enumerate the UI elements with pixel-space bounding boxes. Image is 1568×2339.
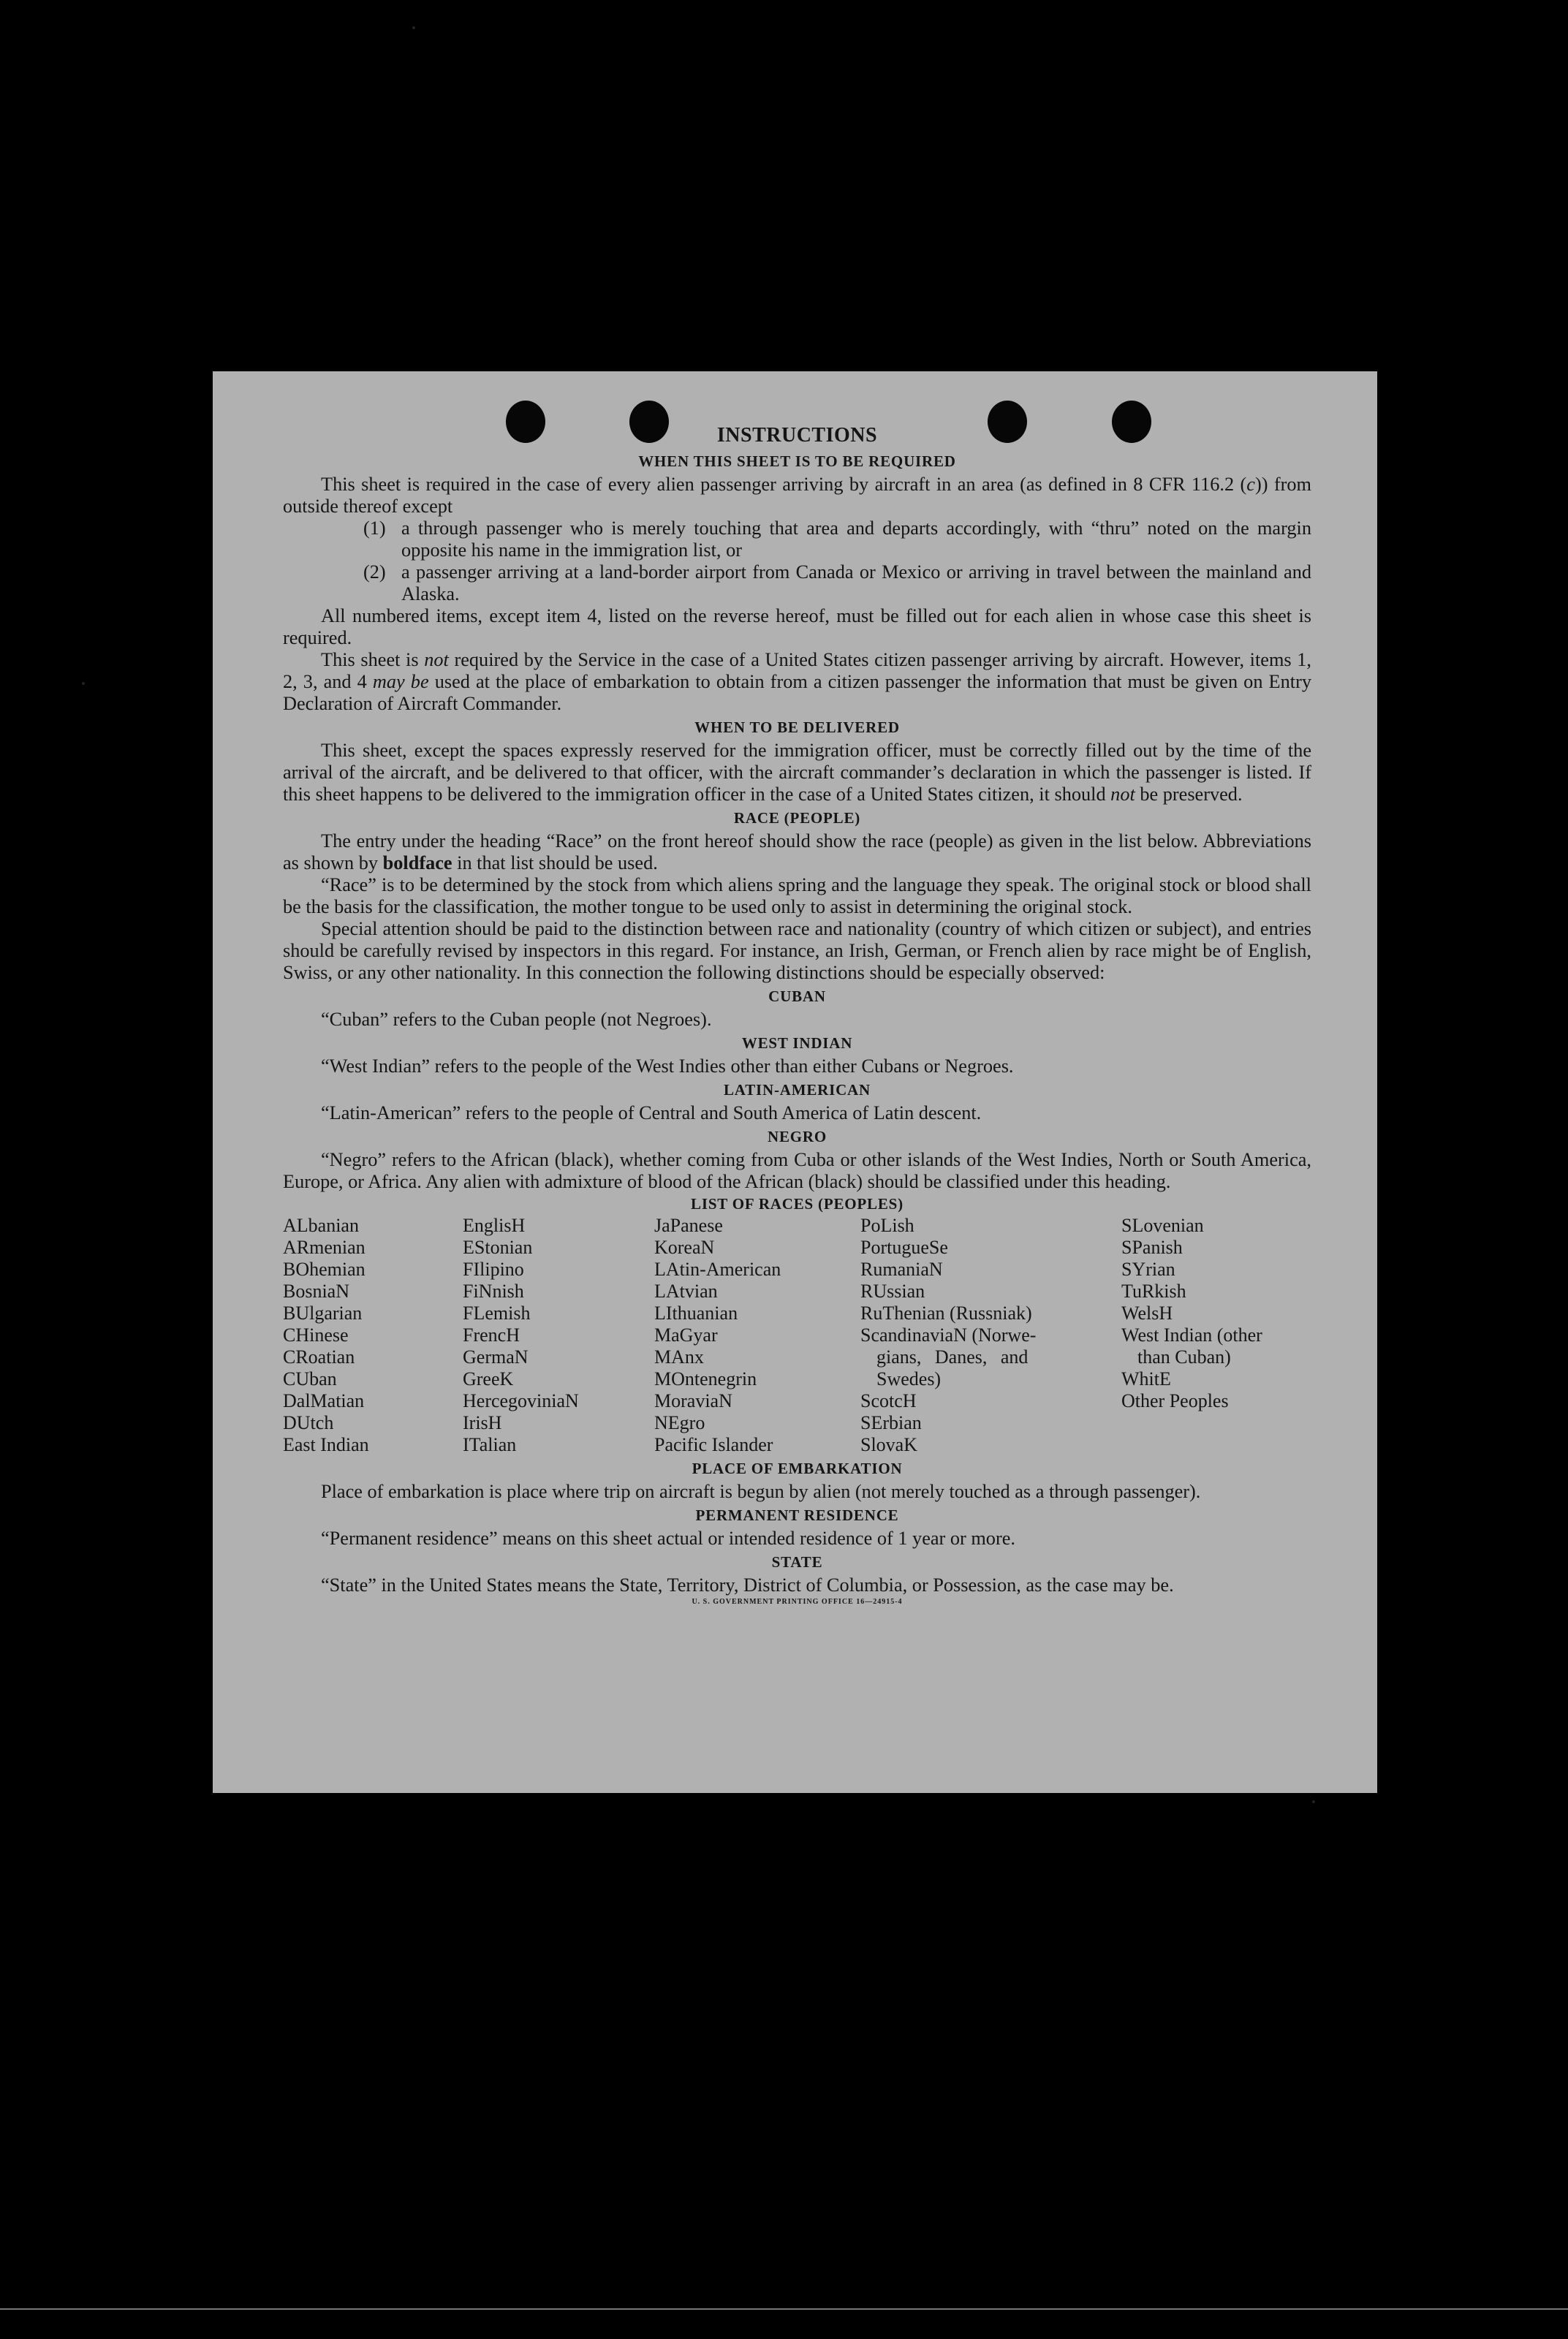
paragraph-cuban: “Cuban” refers to the Cuban people (not Negroes).	[321, 1009, 712, 1030]
races-column	[283, 1215, 463, 1456]
race-entry: FiNnish	[463, 1281, 524, 1302]
instruction-sheet	[213, 371, 1377, 1793]
race-entry: NEgro	[654, 1412, 705, 1433]
heading-when-delivered: WHEN TO BE DELIVERED	[694, 719, 900, 736]
paragraph-delivered: This sheet, except the spaces expressly reserved for the immigration officer, must be correctly filled out by the time of the arrival of the aircraft, and be delivered to that officer, with the aircraft commander’s declaration in which the passenger is listed. If this sheet happens to be delivered to the immigration officer in the case of a United States citizen, it should not be preserved.	[283, 740, 1311, 805]
heading-list-of-races: LIST OF RACES (PEOPLES)	[691, 1195, 904, 1213]
scan-speck	[412, 26, 415, 29]
printer-line: U. S. GOVERNMENT PRINTING OFFICE 16—24915-4	[692, 1598, 903, 1606]
paragraph-negro: “Negro” refers to the African (black), whether coming from Cuba or other islands of the West Indies, North or South America, Europe, or Africa. Any alien with admixture of blood of the African (black) should be classified under this heading.	[283, 1149, 1311, 1192]
races-column	[463, 1215, 654, 1456]
race-entry: CUban	[283, 1368, 337, 1390]
race-entry: BUlgarian	[283, 1303, 363, 1324]
race-entry: TuRkish	[1121, 1281, 1186, 1302]
race-entry: IrisH	[463, 1412, 502, 1433]
race-entry: East Indian	[283, 1434, 369, 1455]
heading-cuban: CUBAN	[768, 987, 826, 1005]
race-entry: Other Peoples	[1121, 1390, 1229, 1411]
races-column	[654, 1215, 860, 1456]
heading-state: STATE	[771, 1553, 823, 1571]
race-entry: SLovenian	[1121, 1215, 1204, 1236]
race-entry: MOntenegrin	[654, 1368, 757, 1390]
race-entry: Swedes)	[876, 1368, 942, 1390]
paragraph-embarkation: Place of embarkation is place where trip on aircraft is begun by alien (not merely touched as a through passenger).	[321, 1481, 1201, 1502]
race-entry: Pacific Islander	[654, 1434, 773, 1455]
race-entry: CHinese	[283, 1324, 349, 1346]
race-entry: gians, Danes, and	[876, 1346, 1029, 1368]
race-entry: FLemish	[463, 1303, 531, 1324]
race-entry: GreeK	[463, 1368, 514, 1390]
race-entry: SYrian	[1121, 1259, 1175, 1280]
race-entry: EnglisH	[463, 1215, 526, 1236]
paragraph-latin-american: “Latin-American” refers to the people of Central and South America of Latin descent.	[321, 1102, 982, 1123]
race-entry: BosniaN	[283, 1281, 349, 1302]
race-entry: FrencH	[463, 1324, 520, 1346]
paragraph-race-entry: The entry under the heading “Race” on the front hereof should show the race (people) as given in the list below. Abbreviations as shown by boldface in that list should be used.	[283, 830, 1311, 873]
races-column	[1121, 1215, 1311, 1456]
races-list	[283, 1215, 1311, 1456]
race-entry: SlovaK	[860, 1434, 917, 1455]
race-entry: WhitE	[1121, 1368, 1171, 1390]
race-entry: MaGyar	[654, 1324, 718, 1346]
page-title: INSTRUCTIONS	[716, 424, 878, 447]
race-entry: LAtvian	[654, 1281, 718, 1302]
race-entry: MoraviaN	[654, 1390, 732, 1411]
race-entry: BOhemian	[283, 1259, 366, 1280]
heading-negro: NEGRO	[767, 1128, 827, 1145]
race-entry: DUtch	[283, 1412, 334, 1433]
race-entry: West Indian (other	[1121, 1324, 1262, 1346]
paragraph-residence: “Permanent residence” means on this sheet actual or intended residence of 1 year or more.	[321, 1528, 1015, 1549]
exception-item: (1) a through passenger who is merely touching that area and departs accordingly, with “thru” noted on the margin opposite his name in the immigration list, or	[363, 518, 1311, 561]
race-entry: ITalian	[463, 1434, 517, 1455]
race-entry: CRoatian	[283, 1346, 355, 1368]
paragraph-race-nationality: Special attention should be paid to the distinction between race and nationality (country of which citizen or subject), and entries should be carefully revised by inspectors in this regard. For instance, an Irish, German, or French alien by race might be of English, Swiss, or any other nationality. In this connection the following distinctions should be especially observed:	[283, 918, 1311, 983]
race-entry: RuThenian (Russniak)	[860, 1303, 1032, 1324]
race-entry: KoreaN	[654, 1237, 715, 1258]
race-entry: FIlipino	[463, 1259, 524, 1280]
race-entry: RumaniaN	[860, 1259, 943, 1280]
heading-embarkation: PLACE OF EMBARKATION	[692, 1460, 903, 1477]
heading-race: RACE (PEOPLE)	[733, 809, 861, 827]
race-entry: PoLish	[860, 1215, 914, 1236]
race-entry: SPanish	[1121, 1237, 1183, 1258]
race-entry: LIthuanian	[654, 1303, 738, 1324]
race-entry: RUssian	[860, 1281, 925, 1302]
paragraph-numbered-items: All numbered items, except item 4, listed on the reverse hereof, must be filled out for each alien in whose case this sheet is required.	[283, 605, 1311, 648]
heading-west-indian: WEST INDIAN	[741, 1034, 853, 1052]
race-entry: SErbian	[860, 1412, 922, 1433]
heading-latin-american: LATIN-AMERICAN	[724, 1081, 871, 1099]
race-entry: ARmenian	[283, 1237, 366, 1258]
exception-item: (2) a passenger arriving at a land-border airport from Canada or Mexico or arriving in travel between the mainland and Alaska.	[363, 561, 1311, 604]
paragraph-race-stock: “Race” is to be determined by the stock from which aliens spring and the language they speak. The original stock or blood shall be the basis for the classification, the mother tongue to be used only to assist in determining the original stock.	[283, 874, 1311, 917]
scan-speck	[82, 682, 85, 685]
paragraph-state: “State” in the United States means the State, Territory, District of Columbia, or Possession, as the case may be.	[321, 1574, 1174, 1596]
race-entry: EStonian	[463, 1237, 533, 1258]
race-entry: HercegoviniaN	[463, 1390, 579, 1411]
race-entry: WelsH	[1121, 1303, 1173, 1324]
race-entry: ScotcH	[860, 1390, 917, 1411]
race-entry: PortugueSe	[860, 1237, 948, 1258]
race-entry: than Cuban)	[1137, 1346, 1231, 1368]
race-entry: DalMatian	[283, 1390, 365, 1411]
paragraph-west-indian: “West Indian” refers to the people of the West Indies other than either Cubans or Negroes.	[321, 1055, 1014, 1077]
instructions-body	[283, 422, 1311, 1608]
races-column	[860, 1215, 1121, 1456]
race-entry: ALbanian	[283, 1215, 359, 1236]
heading-when-required: WHEN THIS SHEET IS TO BE REQUIRED	[638, 452, 956, 470]
race-entry: MAnx	[654, 1346, 704, 1368]
scan-speck	[1312, 1800, 1315, 1803]
race-entry: GermaN	[463, 1346, 529, 1368]
heading-residence: PERMANENT RESIDENCE	[695, 1506, 899, 1524]
race-entry: JaPanese	[654, 1215, 723, 1236]
scan-edge-line	[0, 2308, 1568, 2310]
paragraph-required: This sheet is required in the case of every alien passenger arriving by aircraft in an area (as defined in 8 CFR 116.2 (c)) from outside thereof except	[283, 474, 1311, 517]
paragraph-citizen: This sheet is not required by the Service in the case of a United States citizen passenger arriving by aircraft. However, items 1, 2, 3, and 4 may be used at the place of embarkation to obtain from a citizen passenger the information that must be given on Entry Declaration of Aircraft Commander.	[283, 649, 1311, 714]
race-entry: LAtin-American	[654, 1259, 781, 1280]
race-entry: ScandinaviaN (Norwe-	[860, 1324, 1037, 1346]
